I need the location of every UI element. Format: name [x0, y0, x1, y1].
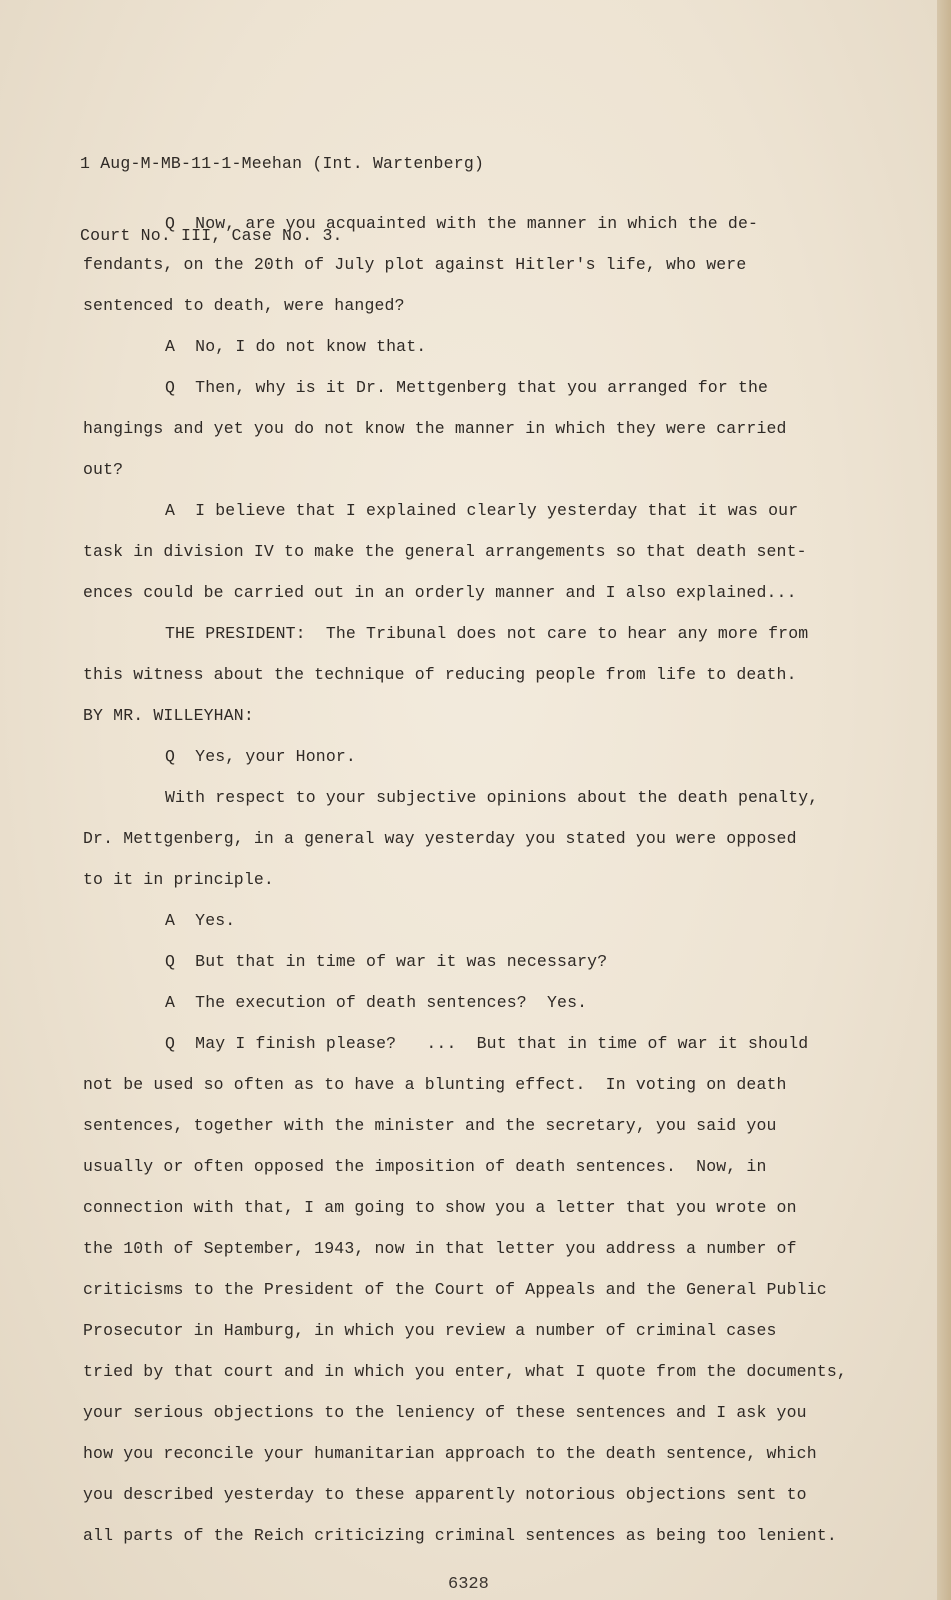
transcript-line: how you reconcile your humanitarian approach to the death sentence, which [83, 1444, 817, 1463]
transcript-line: Q May I finish please? ... But that in time of war it should [165, 1034, 809, 1053]
transcript-line: fendants, on the 20th of July plot against Hitler's life, who were [83, 255, 747, 274]
transcript-line: sentences, together with the minister and the secretary, you said you [83, 1116, 777, 1135]
transcript-line: Q Yes, your Honor. [165, 747, 356, 766]
transcript-line: hangings and yet you do not know the manner in which they were carried [83, 419, 787, 438]
transcript-line: to it in principle. [83, 870, 274, 889]
transcript-line: Q Now, are you acquainted with the manner in which the de- [165, 214, 759, 233]
transcript-line: task in division IV to make the general arrangements so that death sent- [83, 542, 807, 561]
transcript-line: A I believe that I explained clearly yesterday that it was our [165, 501, 799, 520]
transcript-line: THE PRESIDENT: The Tribunal does not care to hear any more from [165, 624, 809, 643]
transcript-line: usually or often opposed the imposition of death sentences. Now, in [83, 1157, 767, 1176]
transcript-line: this witness about the technique of reducing people from life to death. [83, 665, 797, 684]
header-line-2: Court No. III, Case No. 3. [80, 226, 343, 245]
transcript-line: ences could be carried out in an orderly manner and I also explained... [83, 583, 797, 602]
transcript-line: A The execution of death sentences? Yes. [165, 993, 588, 1012]
header-line-1: 1 Aug-M-MB-11-1-Meehan (Int. Wartenberg) [80, 154, 485, 173]
page-number: 6328 [448, 1575, 489, 1594]
transcript-line: Q Then, why is it Dr. Mettgenberg that you arranged for the [165, 378, 769, 397]
transcript-line: criticisms to the President of the Court of Appeals and the General Public [83, 1280, 827, 1299]
transcript-line: BY MR. WILLEYHAN: [83, 706, 254, 725]
transcript-line: not be used so often as to have a blunting effect. In voting on death [83, 1075, 787, 1094]
page-edge [937, 0, 951, 1600]
transcript-line: your serious objections to the leniency of these sentences and I ask you [83, 1403, 807, 1422]
transcript-line: A Yes. [165, 911, 236, 930]
transcript-line: all parts of the Reich criticizing criminal sentences as being too lenient. [83, 1526, 837, 1545]
transcript-line: Q But that in time of war it was necessary? [165, 952, 608, 971]
transcript-line: sentenced to death, were hanged? [83, 296, 405, 315]
transcript-line: tried by that court and in which you enter, what I quote from the documents, [83, 1362, 847, 1381]
transcript-line: the 10th of September, 1943, now in that letter you address a number of [83, 1239, 797, 1258]
transcript-body [83, 203, 863, 1556]
transcript-line: you described yesterday to these apparently notorious objections sent to [83, 1485, 807, 1504]
transcript-line: Dr. Mettgenberg, in a general way yesterday you stated you were opposed [83, 829, 797, 848]
transcript-line: With respect to your subjective opinions about the death penalty, [165, 788, 819, 807]
transcript-line: A No, I do not know that. [165, 337, 427, 356]
transcript-line: connection with that, I am going to show you a letter that you wrote on [83, 1198, 797, 1217]
transcript-line: out? [83, 460, 124, 479]
transcript-line: Prosecutor in Hamburg, in which you review a number of criminal cases [83, 1321, 777, 1340]
